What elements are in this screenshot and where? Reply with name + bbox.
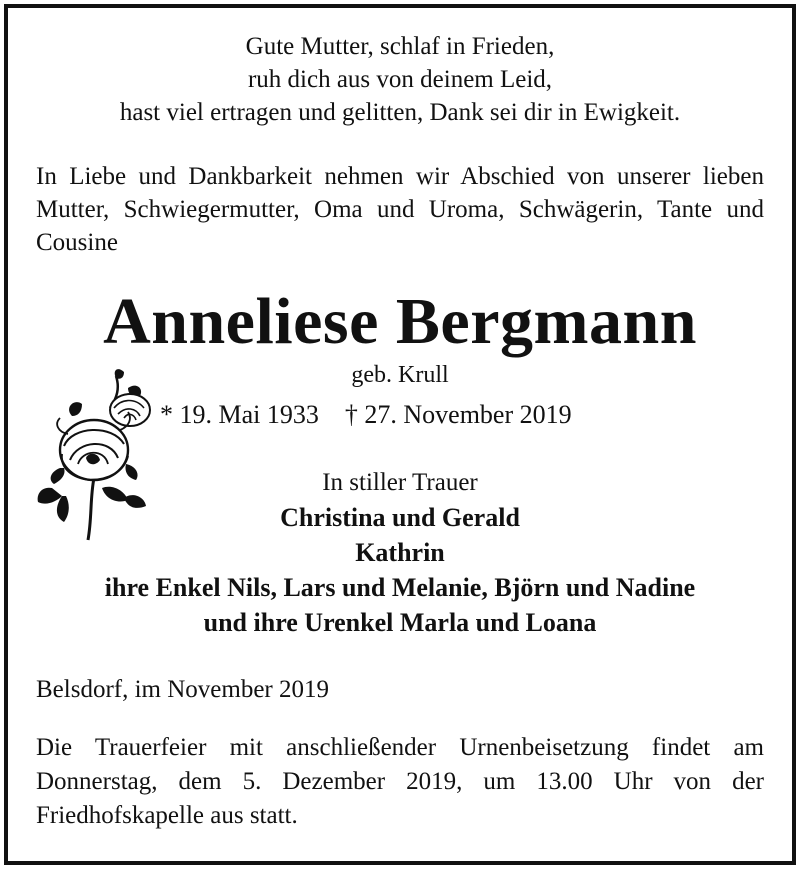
mourning-section — [36, 465, 764, 640]
family-line: ihre Enkel Nils, Lars und Melanie, Björn und Nadine — [104, 573, 696, 602]
mourning-heading: In stiller Trauer — [322, 469, 478, 496]
place-date: Belsdorf, im November 2019 — [36, 676, 330, 703]
family-line: Christina und Gerald — [280, 503, 520, 532]
poem-line: hast viel ertragen und gelitten, Dank sei dir in Ewigkeit. — [119, 99, 681, 126]
service-info: Die Trauerfeier mit anschließender Urnenbeisetzung findet am Donnerstag, dem 5. Dezember 2019, um 13.00 Uhr von der Friedhofskapelle aus statt. — [36, 734, 764, 829]
poem-line: Gute Mutter, schlaf in Frieden, — [245, 33, 555, 60]
family-line: Kathrin — [355, 538, 445, 567]
poem-line: ruh dich aus von deinem Leid, — [247, 66, 553, 93]
life-dates — [160, 398, 572, 432]
birth-date: * 19. Mai 1933 — [160, 400, 319, 429]
maiden-name: geb. Krull — [351, 362, 449, 388]
intro-text: In Liebe und Dankbarkeit nehmen wir Abschied von unserer lieben Mutter, Schwiegermutter, Oma und Uroma, Schwägerin, Tante und Cousine — [36, 163, 764, 256]
poem — [36, 30, 764, 129]
death-date: † 27. November 2019 — [344, 400, 572, 429]
deceased-name: Anneliese Bergmann — [103, 285, 697, 358]
family-line: und ihre Urenkel Marla und Loana — [203, 608, 597, 637]
